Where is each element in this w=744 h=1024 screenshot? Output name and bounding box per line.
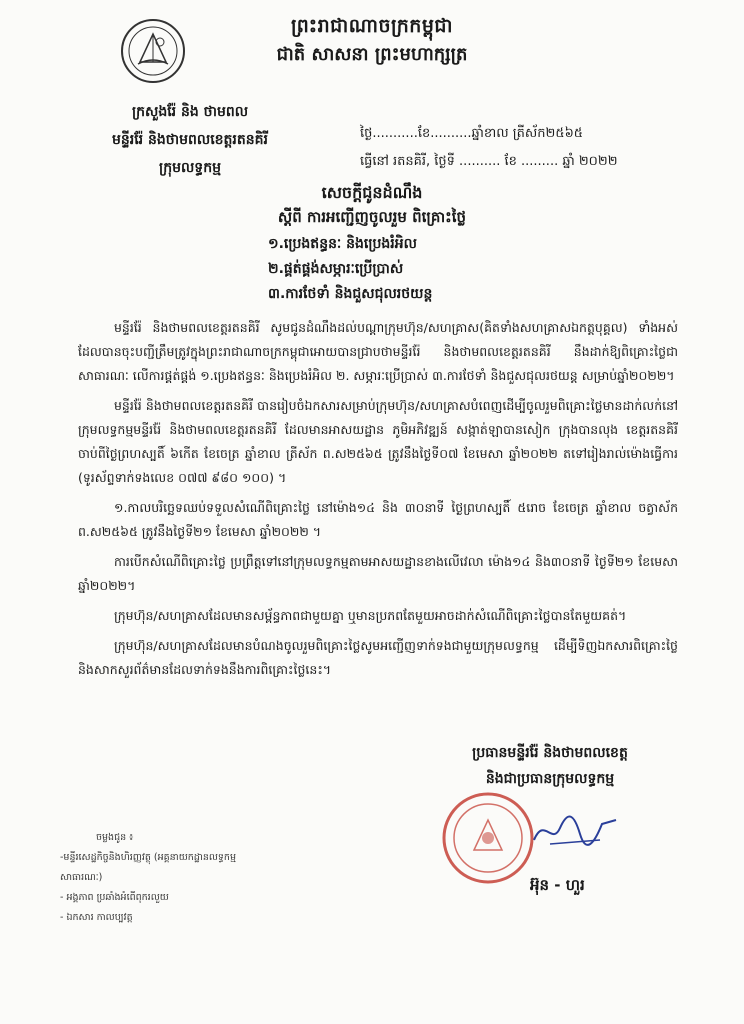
distribution-item: - អង្គភាព ប្រឆាំងអំពើពុករលួយ (60, 892, 169, 903)
body-paragraph: ១.កាលបរិច្ឆេទឈប់ទទួលសំណើពិគ្រោះថ្លៃ នៅម៉ោង១៤ និង ៣០នាទី ថ្ងៃព្រហស្បតិ៍ ៥រោច ខែចេត្រ ឆ្នាំខាល ចត្វាស័ក ព.ស២៥៦៥ ត្រូវនឹងថ្ងៃទី២១ ខែមេសា ឆ្នាំ២០២២ ។ (78, 500, 678, 539)
solar-date: ធ្វើនៅ រតនគិរី, ថ្ងៃទី .......... ខែ ......... ឆ្នាំ ២០២២ (360, 154, 618, 169)
signatory-title-line: និងជាប្រធានក្រុមលទ្ធកម្ម (485, 771, 615, 787)
subject-items (268, 232, 432, 307)
committee-name: ក្រុមលទ្ធកម្ម (159, 160, 221, 176)
body-paragraph: ក្រុមហ៊ុន/សហគ្រាសដែលមានបំណងចូលរួមពិគ្រោះថ្លៃសូមអញ្ជើញទាក់ទងជាមួយក្រុមលទ្ធកម្ម ដើម្បីទិញឯកសារពិគ្រោះថ្លៃនិងសាកសួរព័ត៌មានដែលទាក់ទងនឹងការពិគ្រោះថ្លៃនេះ។ (78, 638, 678, 677)
distribution-item: សាធារណៈ) (60, 872, 103, 883)
distribution-heading: ចម្លងជូន ៖ (96, 832, 134, 843)
document-title: សេចក្តីជូនដំណឹង (321, 183, 423, 202)
subject-item: ១.ប្រេងឥន្ធនៈ និងប្រេងរំអិល (268, 236, 417, 252)
signatory-title-line: ប្រធានមន្ទីររ៉ែ និងថាមពលខេត្ត (472, 745, 628, 761)
body-paragraph: ការបើកសំណើពិគ្រោះថ្លៃ ប្រព្រឹត្តទៅនៅក្រុមលទ្ធកម្មតាមអាសយដ្ឋានខាងលើវេលា ម៉ោង១៤ និង៣០នាទី ថ្ងៃទី២១ ខែមេសា ឆ្នាំ២០២២។ (78, 554, 678, 593)
distribution-item: -មន្ទីរសេដ្ឋកិច្ចនិងហិរញ្ញវត្ថុ (អគ្គនាយកដ្ឋានលទ្ធកម្ម (60, 852, 236, 863)
kingdom-heading: ព្រះរាជាណាចក្រកម្ពុជា (291, 15, 453, 37)
subject-item: ៣.ការថែទាំ និងជួសជុលរថយន្ត (268, 286, 433, 302)
lunar-date: ថ្ងៃ...........ខែ..........ឆ្នាំខាល ត្រីស័ក២៥៦៥ (360, 126, 584, 141)
handwritten-signature-icon (530, 810, 620, 850)
date-block (360, 120, 710, 176)
document-subject: ស្តីពី ការអញ្ជើញចូលរួម ពិគ្រោះថ្លៃ (277, 208, 467, 226)
body-paragraph: មន្ទីររ៉ែ និងថាមពលខេត្តរតនគិរី សូមជូនដំណឹងដល់បណ្តាក្រុមហ៊ុន/សហគ្រាស(គិតទាំងសហគ្រាសឯកត្តបុគ្គល) ទាំងអស់ ដែលបានចុះបញ្ជីត្រឹមត្រូវក្នុងព្រះរាជាណាចក្រកម្ពុជាអោយបានជ្រាបថាមន្ទីររ៉ែ និងថាមពលខេត្តរតនគិរី នឹងដាក់ឱ្យពិគ្រោះថ្លៃជាសាធារណៈ លើការផ្គត់ផ្គង់ ១.ប្រេងឥន្ធនៈ និងប្រេងរំអិល ២. សម្ភារៈប្រើប្រាស់ ៣.ការថែទាំ និងជួសជុលរថយន្ត សម្រាប់ឆ្នាំ២០២២។ (78, 320, 678, 383)
national-motto: ជាតិ សាសនា ព្រះមហាក្សត្រ (276, 44, 468, 65)
body-paragraph: មន្ទីររ៉ែ និងថាមពលខេត្តរតនគិរី បានរៀបចំឯកសារសម្រាប់ក្រុមហ៊ុន/សហគ្រាសបំពេញដើម្បីចូលរួមពិគ្រោះថ្លៃមានដាក់លក់នៅក្រុមលទ្ធកម្មមន្ទីររ៉ែ និងថាមពលខេត្តរតនគិរី ដែលមានអាសយដ្ឋាន ភូមិអភិវឌ្ឍន៍ សង្កាត់ឡាបានសៀក ក្រុងបានលុង ខេត្តរតនគិរី ចាប់ពីថ្ងៃព្រហស្បតិ៍ ៦កើត ខែចេត្រ ឆ្នាំខាល ត្រីស័ក ព.ស២៥៦៥ ត្រូវនឹងថ្ងៃទី០៧ ខែមេសា ឆ្នាំ២០២២ តទៅរៀងរាល់ម៉ោងធ្វើការ (ទូរស័ព្ទទាក់ទងលេខ ០៧៧ ៩៨០ ១០០) ។ (78, 398, 678, 485)
issuer-block (70, 98, 310, 182)
body-paragraph: ក្រុមហ៊ុន/សហគ្រាសដែលមានសម្ព័ន្ធភាពជាមួយគ្នា ឬមានប្រភពតែមួយអាចដាក់សំណើពិគ្រោះថ្លៃបានតែមួយគត់។ (114, 608, 627, 623)
distribution-list (60, 828, 360, 928)
signatory-title (400, 740, 700, 792)
notice-body (78, 316, 678, 688)
ministry-logo-icon (120, 18, 186, 84)
department-name: មន្ទីររ៉ែ និងថាមពលខេត្តរតនគិរី (112, 132, 268, 148)
ministry-name: ក្រសួងរ៉ែ និង ថាមពល (131, 104, 249, 120)
official-seal-icon (440, 790, 536, 886)
distribution-item: - ឯកសារ កាលប្បវត្ត (60, 912, 133, 923)
subject-item: ២.ផ្គត់ផ្គង់សម្ភារៈប្រើប្រាស់ (268, 261, 404, 277)
signer-name: អ៊ុន - ហួរ (530, 876, 585, 894)
